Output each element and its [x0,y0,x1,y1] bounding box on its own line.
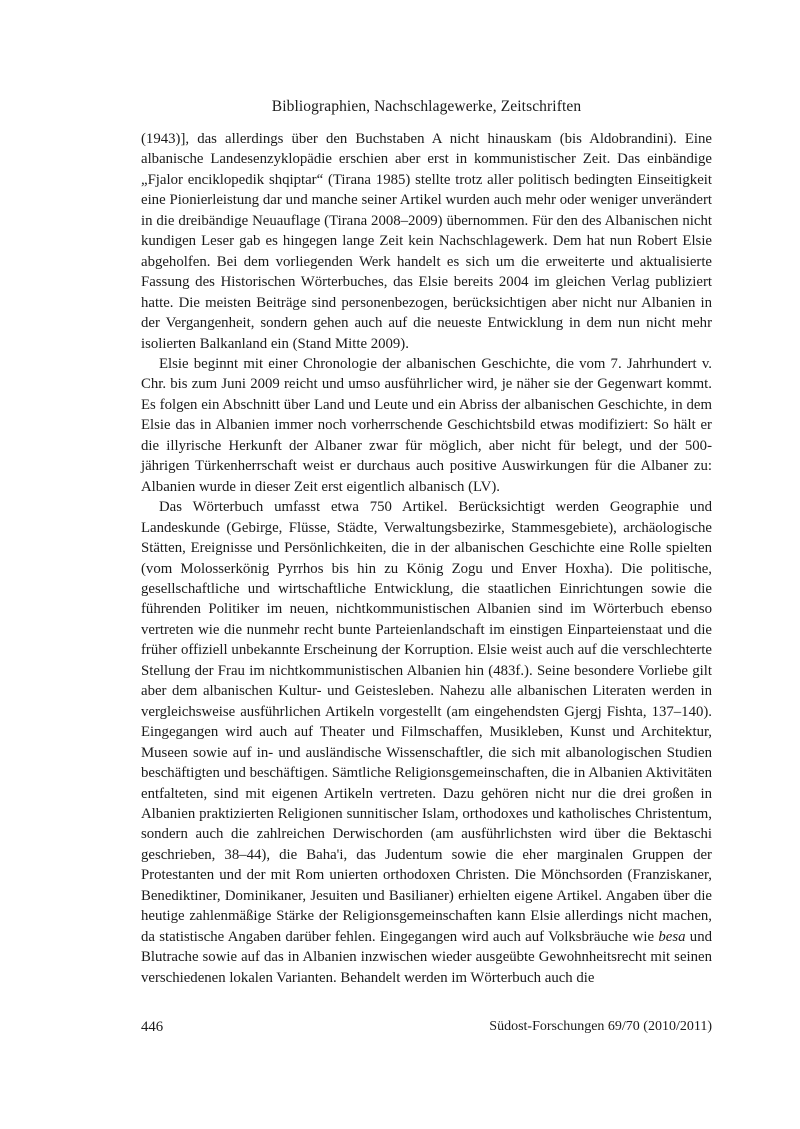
paragraph-1: (1943)], das allerdings über den Buchstaben A nicht hinauskam (bis Aldobrandini). Eine albanische Landesenzyklopädie erschien aber erst in kommunistischer Zeit. Das einbändige „Fjalor enciklopedik shqiptar“ (Tirana 1985) stellte trotz aller politisch bedingten Einseitigkeit eine Pionierleistung dar und manche seiner Artikel wurden auch mehr oder weniger unverändert in die dreibändige Neuauflage (Tirana 2008–2009) übernommen. Für den des Albanischen nicht kundigen Leser gab es hingegen lange Zeit kein Nachschlagewerk. Dem hat nun Robert Elsie abgeholfen. Bei dem vorliegenden Werk handelt es sich um die erweiterte und aktualisierte Fassung des Historischen Wörterbuches, das Elsie bereits 2004 im gleichen Verlag publiziert hatte. Die meisten Beiträge sind personenbezogen, berücksichtigen aber nicht nur Albanien in der Vergangenheit, sondern gehen auch auf die neueste Entwicklung in dem nun nicht mehr isolierten Balkanland ein (Stand Mitte 2009). [141,131,712,352]
italic-term: besa [658,928,686,945]
paragraph-3 [141,497,712,988]
page-number: 446 [141,1019,164,1035]
running-header: Bibliographien, Nachschlagewerke, Zeitschriften [271,98,582,115]
paragraph-2: Elsie beginnt mit einer Chronologie der albanischen Geschichte, die vom 7. Jahrhundert v. Chr. bis zum Juni 2009 reicht und umso ausführlicher wird, je näher sie der Gegenwart kommt. Es folgen ein Abschnitt über Land und Leute und ein Abriss der albanischen Geschichte, in dem Elsie das in Albanien immer noch vorherrschende Geschichtsbild etwas modifiziert: So hält er die illyrische Herkunft der Albaner zwar für möglich, aber nicht für belegt, und der 500-jährigen Türkenherrschaft weist er durchaus auch positive Auswirkungen für die Albaner zu: Albanien wurde in dieser Zeit erst eigentlich albanisch (LV). [141,355,712,495]
paragraph-3-text-start: Das Wörterbuch umfasst etwa 750 Artikel. Berücksichtigt werden Geographie und Landeskunde (Gebirge, Flüsse, Städte, Verwaltungsbezirke, Stammesgebiete), archäologische Stätten, Ereignisse und Persönlichkeiten, die in der albanischen Geschichte eine Rolle spielten (vom Molosserkönig Pyrrhos bis hin zu König Zogu und Enver Hoxha). Die politische, gesellschaftliche und wirtschaftliche Entwicklung, die staatlichen Einrichtungen sowie die führenden Politiker im neuen, nichtkommunistischen Albanien sind im Wörterbuch ebenso vertreten wie die nunmehr recht bunte Parteienlandschaft im einstigen Einparteienstaat und die früher offiziell unbekannte Erscheinung der Korruption. Elsie weist auch auf die verschlechterte Stellung der Frau im nichtkommunistischen Albanien hin (483f.). Seine besondere Vorliebe gilt aber dem albanischen Kultur- und Geistesleben. Nahezu alle albanischen Literaten werden in vergleichsweise ausführlichen Artikeln vorgestellt (am eingehendsten Gjergj Fishta, 137–140). Eingegangen wird auch auf Theater und Filmschaffen, Musikleben, Kunst und Architektur, Museen sowie auf in- und ausländische Wissenschaftler, die sich mit albanologischen Studien beschäftigten und beschäftigen. Sämtliche Religionsgemeinschaften, die in Albanien Aktivitäten entfalteten, sind mit eigenen Artikeln vertreten. Dazu gehören nicht nur die drei großen in Albanien praktizierten Religionen sunnitischer Islam, orthodoxes und katholisches Christentum, sondern auch die zahlreichen Derwischorden (am ausführlichsten wird über die Bektaschi geschrieben, 38–44), die Baha'i, das Judentum sowie die eher marginalen Gruppen der Protestanten und der mit Rom unierten orthodoxen Christen. Die Mönchsorden (Franziskaner, Benediktiner, Dominikaner, Jesuiten und Basilianer) erhielten eigene Artikel. Angaben über die heutige zahlenmäßige Stärke der Religionsgemeinschaften kann Elsie allerdings nicht machen, da statistische Angaben darüber fehlen. Eingegangen wird auch auf Volksbräuche wie [141,499,712,945]
journal-citation: Südost-Forschungen 69/70 (2010/2011) [489,1019,712,1034]
body-text [141,129,712,988]
paragraph-3-text-end: und Blutrache sowie auf das in Albanien inzwischen wieder ausgeübte Gewohnheitsrecht mit seinen verschiedenen lokalen Varianten. Behandelt werden im Wörterbuch auch die [141,928,712,986]
